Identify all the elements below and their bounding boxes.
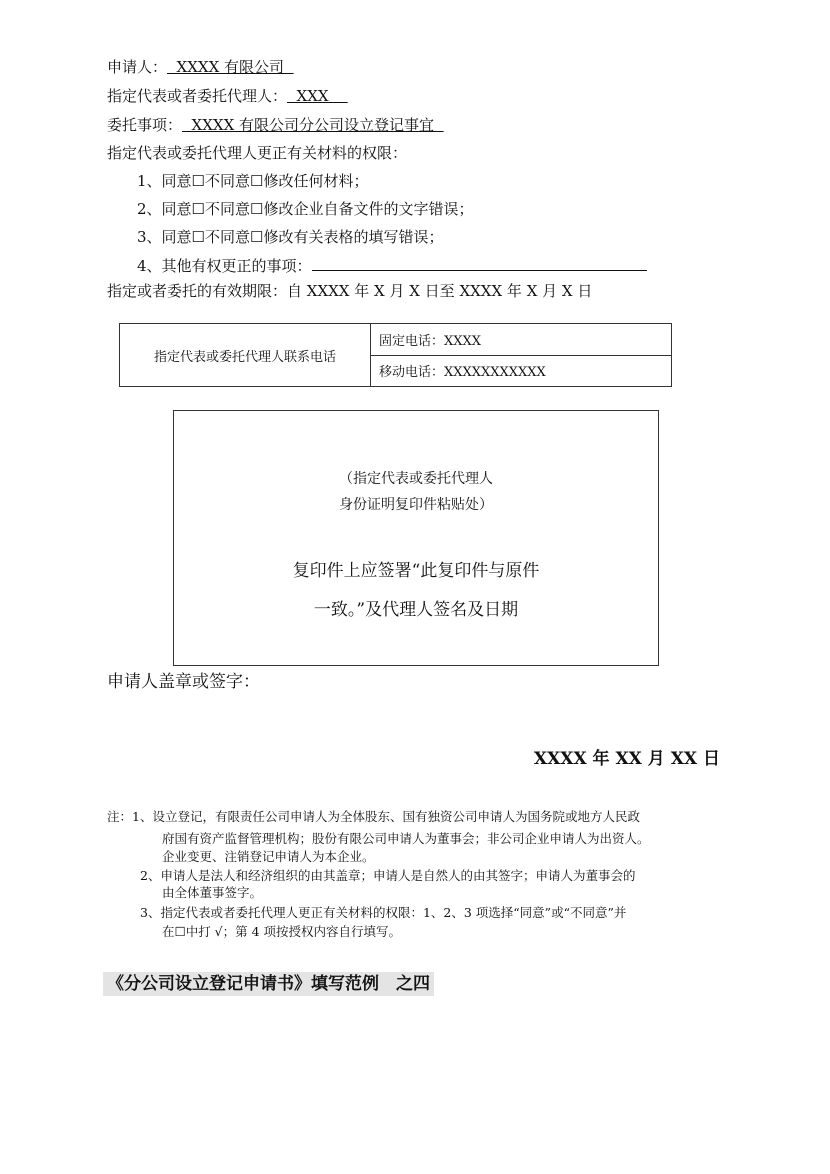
fixed-phone: 固定电话：XXXX	[371, 324, 672, 356]
phone-table	[119, 323, 672, 387]
id-copy-box	[173, 410, 659, 666]
id-box-line: 身份证明复印件粘贴处）	[339, 497, 493, 513]
agent-label: 指定代表或者委托代理人：	[107, 87, 288, 105]
note-line: 府国有资产监督管理机构；股份有限公司申请人为董事会；非公司企业申请人为出资人。	[162, 831, 650, 846]
note-line: 企业变更、注销登记申请人为本企业。	[162, 849, 375, 864]
phone-label: 指定代表或委托代理人联系电话	[120, 324, 371, 387]
applicant-label: 申请人：	[107, 58, 168, 76]
note-line: 在☐中打 √；第 4 项按授权内容自行填写。	[162, 924, 402, 939]
note-line: 由全体董事签字。	[162, 885, 263, 900]
rights-heading: 指定代表或委托代理人更正有关材料的权限：	[107, 144, 408, 162]
matter-label: 委托事项：	[107, 116, 183, 134]
agent-value: XXX	[287, 87, 348, 105]
id-box-line: 复印件上应签署“此复印件与原件	[292, 561, 540, 581]
note-line: 2、申请人是法人和经济组织的由其盖章；申请人是自然人的由其签字；申请人为董事会的	[140, 868, 636, 883]
id-box-line: 一致。”及代理人签名及日期	[313, 600, 519, 620]
blank-line	[312, 256, 647, 271]
validity-line: 指定或者委托的有效期限：自 XXXX 年 X 月 X 日至 XXXX 年 X 月 X 日	[107, 282, 593, 300]
agent-line	[107, 87, 348, 105]
footer-title: 《分公司设立登记申请书》填写范例 之四	[103, 972, 434, 996]
note-line: 3、指定代表或者委托代理人更正有关材料的权限：1、2、3 项选择“同意”或“不同意”并	[140, 905, 627, 920]
mobile-phone: 移动电话：XXXXXXXXXXX	[371, 355, 672, 387]
note-line: 注：1、设立登记，有限责任公司申请人为全体股东、国有独资公司申请人为国务院或地方人民政	[107, 809, 640, 824]
applicant-value: XXXX 有限公司	[167, 58, 294, 76]
signature-label: 申请人盖章或签字：	[107, 672, 260, 692]
right-item-label: 4、其他有权更正的事项：	[137, 257, 312, 275]
date: XXXX 年 XX 月 XX 日	[533, 749, 720, 769]
right-item: 1、同意☐不同意☐修改任何材料；	[137, 172, 369, 190]
right-item: 2、同意☐不同意☐修改企业自备文件的文字错误；	[137, 200, 474, 218]
right-item-4	[137, 256, 647, 275]
right-item: 3、同意☐不同意☐修改有关表格的填写错误；	[137, 228, 444, 246]
id-box-line: （指定代表或委托代理人	[339, 471, 493, 487]
matter-value: XXXX 有限公司分公司设立登记事宜	[182, 116, 444, 134]
applicant-line	[107, 58, 294, 76]
matter-line	[107, 116, 444, 134]
